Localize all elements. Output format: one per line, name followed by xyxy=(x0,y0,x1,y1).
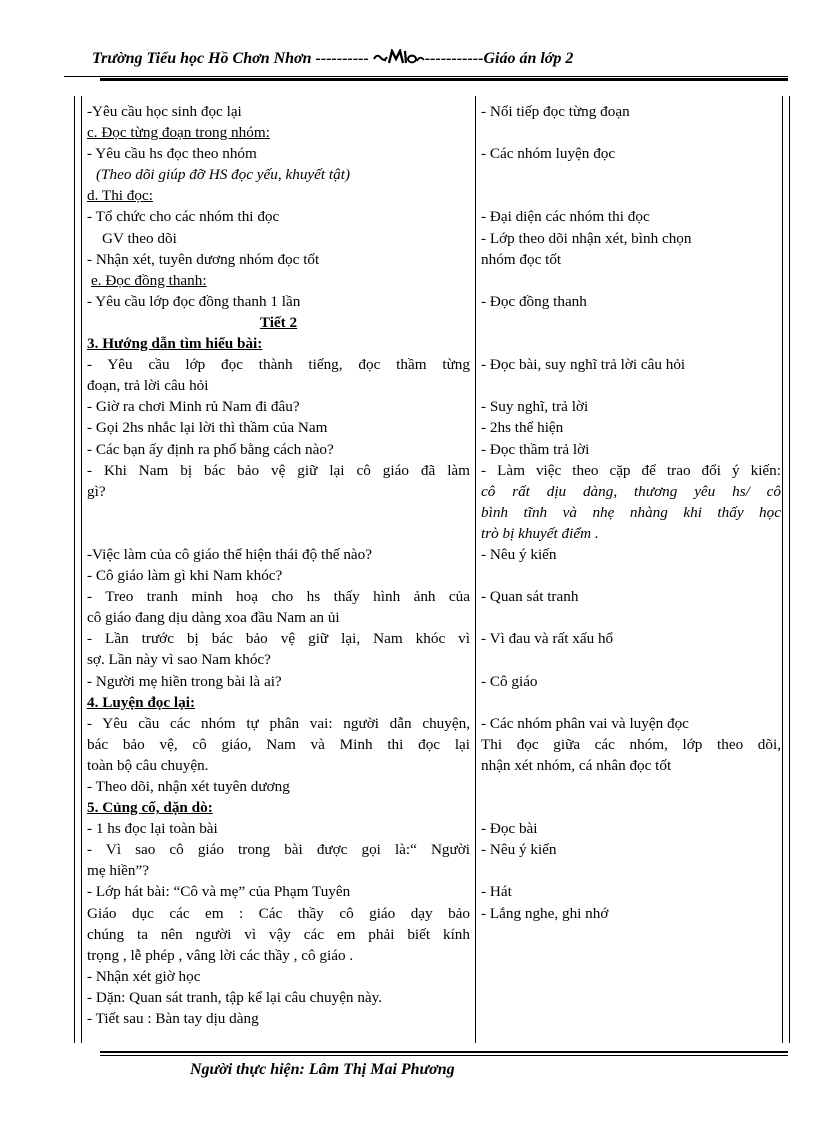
left-line: Giáo dục các em : Các thầy cô giáo dạy bảo xyxy=(87,904,470,922)
left-line: - Theo dõi, nhận xét tuyên dương xyxy=(87,778,290,795)
left-line: - Lớp hát bài: “Cô và mẹ” của Phạm Tuyên xyxy=(87,883,351,901)
left-line: trọng , lễ phép , vâng lời các thầy , cô giáo . xyxy=(87,946,354,964)
left-line: -Việc làm của cô giáo thể hiện thái độ thế nào? xyxy=(87,545,373,563)
right-line-blank xyxy=(481,776,781,797)
right-line: - Đọc bài xyxy=(481,820,538,838)
header-rule-thin xyxy=(64,76,788,77)
header-subject: Giáo án lớp 2 xyxy=(483,50,574,67)
header-rule-thick xyxy=(100,78,788,81)
right-line-blank xyxy=(481,860,781,881)
left-line-note: (Theo dõi giúp đỡ HS đọc yếu, khuyết tật) xyxy=(96,166,350,184)
left-line: - Lần trước bị bác bảo vệ giữ lại, Nam khóc vì xyxy=(87,630,470,648)
right-line-blank xyxy=(481,164,781,185)
right-line: nhóm đọc tốt xyxy=(481,250,562,268)
right-line: nhận xét nhóm, cá nhân đọc tốt xyxy=(481,756,672,774)
right-line: - Đọc đồng thanh xyxy=(481,292,587,310)
left-line: mẹ hiền”? xyxy=(87,862,149,880)
right-line-blank xyxy=(481,607,781,628)
left-line: - Nhận xét giờ học xyxy=(87,967,201,985)
left-line: cô giáo đang dịu dàng xoa đầu Nam an ủi xyxy=(87,609,340,627)
right-line-blank xyxy=(481,122,781,143)
right-line: - Suy nghĩ, trả lời xyxy=(481,398,589,416)
right-line: - Quan sát tranh xyxy=(481,588,579,606)
header-dashes-left: ---------- xyxy=(311,50,373,67)
right-line-answer: cô rất dịu dàng, thương yêu hs/ cô xyxy=(481,482,781,500)
section-heading: c. Đọc từng đoạn trong nhóm: xyxy=(87,124,270,142)
section-heading: d. Thi đọc: xyxy=(87,187,153,205)
right-line: - Làm việc theo cặp để trao đổi ý kiến: xyxy=(481,461,781,479)
left-line: - Dặn: Quan sát tranh, tập kể lại câu chuyện này. xyxy=(87,988,383,1006)
right-line-blank xyxy=(481,333,781,354)
left-line: sợ. Lần này vì sao Nam khóc? xyxy=(87,651,271,669)
section-heading: 3. Hướng dẫn tìm hiểu bài: xyxy=(87,335,263,353)
right-line: - Nối tiếp đọc từng đoạn xyxy=(481,103,630,120)
left-line: GV theo dõi xyxy=(102,229,177,247)
left-line: chúng ta nên người vì vậy các em phải biết kính xyxy=(87,925,470,943)
right-line: - Các nhóm phân vai và luyện đọc xyxy=(481,714,689,732)
right-line: Thi đọc giữa các nhóm, lớp theo dõi, xyxy=(481,735,781,753)
left-line: bác bảo vệ, cô giáo, Nam và Minh thi đọc lại xyxy=(87,735,470,753)
left-line: - Khi Nam bị bác bảo vệ giữ lại cô giáo đã làm xyxy=(87,461,470,479)
right-line-blank xyxy=(481,185,781,206)
right-line: - Lớp theo dõi nhận xét, bình chọn xyxy=(481,229,692,247)
left-line: đoạn, trả lời câu hỏi xyxy=(87,377,209,395)
right-line: - 2hs thể hiện xyxy=(481,419,564,437)
right-line-blank xyxy=(481,312,781,333)
student-activities-column xyxy=(481,101,781,924)
right-line-blank xyxy=(481,270,781,291)
left-line: -Yêu cầu học sinh đọc lại xyxy=(87,103,242,120)
left-line: - Cô giáo làm gì khi Nam khóc? xyxy=(87,567,283,585)
right-line: - Nêu ý kiến xyxy=(481,545,557,563)
left-line: - Treo tranh minh hoạ cho hs thấy hình ảnh của xyxy=(87,588,470,606)
section-heading: e. Đọc đồng thanh: xyxy=(91,271,207,289)
teacher-activities-column xyxy=(87,101,470,1029)
section-heading: 5. Củng cố, dặn dò: xyxy=(87,799,213,817)
header-school: Trường Tiểu học Hồ Chơn Nhơn xyxy=(92,50,312,67)
right-line-blank xyxy=(481,375,781,396)
left-line: - Giờ ra chơi Minh rủ Nam đi đâu? xyxy=(87,398,300,416)
left-line: - Yêu cầu các nhóm tự phân vai: người dẫn chuyện, xyxy=(87,714,470,732)
right-line: - Vì đau và rất xấu hổ xyxy=(481,630,614,648)
right-line-blank xyxy=(481,649,781,670)
left-line: - Các bạn ấy định ra phố bằng cách nào? xyxy=(87,440,334,458)
left-line: - Vì sao cô giáo trong bài được gọi là:“ Người xyxy=(87,841,470,859)
right-line: - Cô giáo xyxy=(481,672,538,690)
right-line-answer: bình tĩnh và nhẹ nhàng khi thấy học xyxy=(481,503,781,521)
left-line: - Yêu cầu lớp đọc thành tiếng, đọc thầm từng xyxy=(87,356,470,374)
decorative-logo-icon xyxy=(373,49,425,65)
right-line: - Lắng nghe, ghi nhớ xyxy=(481,904,609,922)
page-header xyxy=(92,49,732,73)
left-line: - Gọi 2hs nhắc lại lời thì thầm của Nam xyxy=(87,419,328,437)
left-line: toàn bộ câu chuyện. xyxy=(87,756,209,774)
left-line: - Tiết sau : Bàn tay dịu dàng xyxy=(87,1010,259,1028)
left-line: - Yêu cầu lớp đọc đồng thanh 1 lần xyxy=(87,292,301,310)
left-line: - 1 hs đọc lại toàn bài xyxy=(87,820,218,838)
right-line-blank xyxy=(481,692,781,713)
left-line: - Tổ chức cho các nhóm thi đọc xyxy=(87,208,280,226)
left-line: gì? xyxy=(87,482,106,500)
footer-rule-thick xyxy=(100,1051,788,1053)
left-line-blank xyxy=(87,502,470,523)
right-line-blank xyxy=(481,565,781,586)
period-title: Tiết 2 xyxy=(259,313,298,331)
header-dashes-right: ----------- xyxy=(424,50,484,67)
column-divider xyxy=(475,96,476,1043)
right-line: - Nêu ý kiến xyxy=(481,841,557,859)
left-line-blank xyxy=(87,523,470,544)
right-line: - Đọc thầm trả lời xyxy=(481,440,590,458)
right-line: - Đọc bài, suy nghĩ trả lời câu hỏi xyxy=(481,356,686,374)
right-line-answer: trò bị khuyết điểm . xyxy=(481,524,599,542)
left-line: - Nhận xét, tuyên dương nhóm đọc tốt xyxy=(87,250,320,268)
left-line: - Người mẹ hiền trong bài là ai? xyxy=(87,672,282,690)
footer-rule-thin xyxy=(100,1055,788,1056)
right-line: - Các nhóm luyện đọc xyxy=(481,145,616,163)
page-footer: Người thực hiện: Lâm Thị Mai Phương xyxy=(190,1061,455,1078)
right-line: - Đại diện các nhóm thi đọc xyxy=(481,208,650,226)
left-line: - Yêu cầu hs đọc theo nhóm xyxy=(87,145,257,163)
right-line: - Hát xyxy=(481,883,512,901)
section-heading: 4. Luyện đọc lại: xyxy=(87,693,196,711)
right-line-blank xyxy=(481,797,781,818)
